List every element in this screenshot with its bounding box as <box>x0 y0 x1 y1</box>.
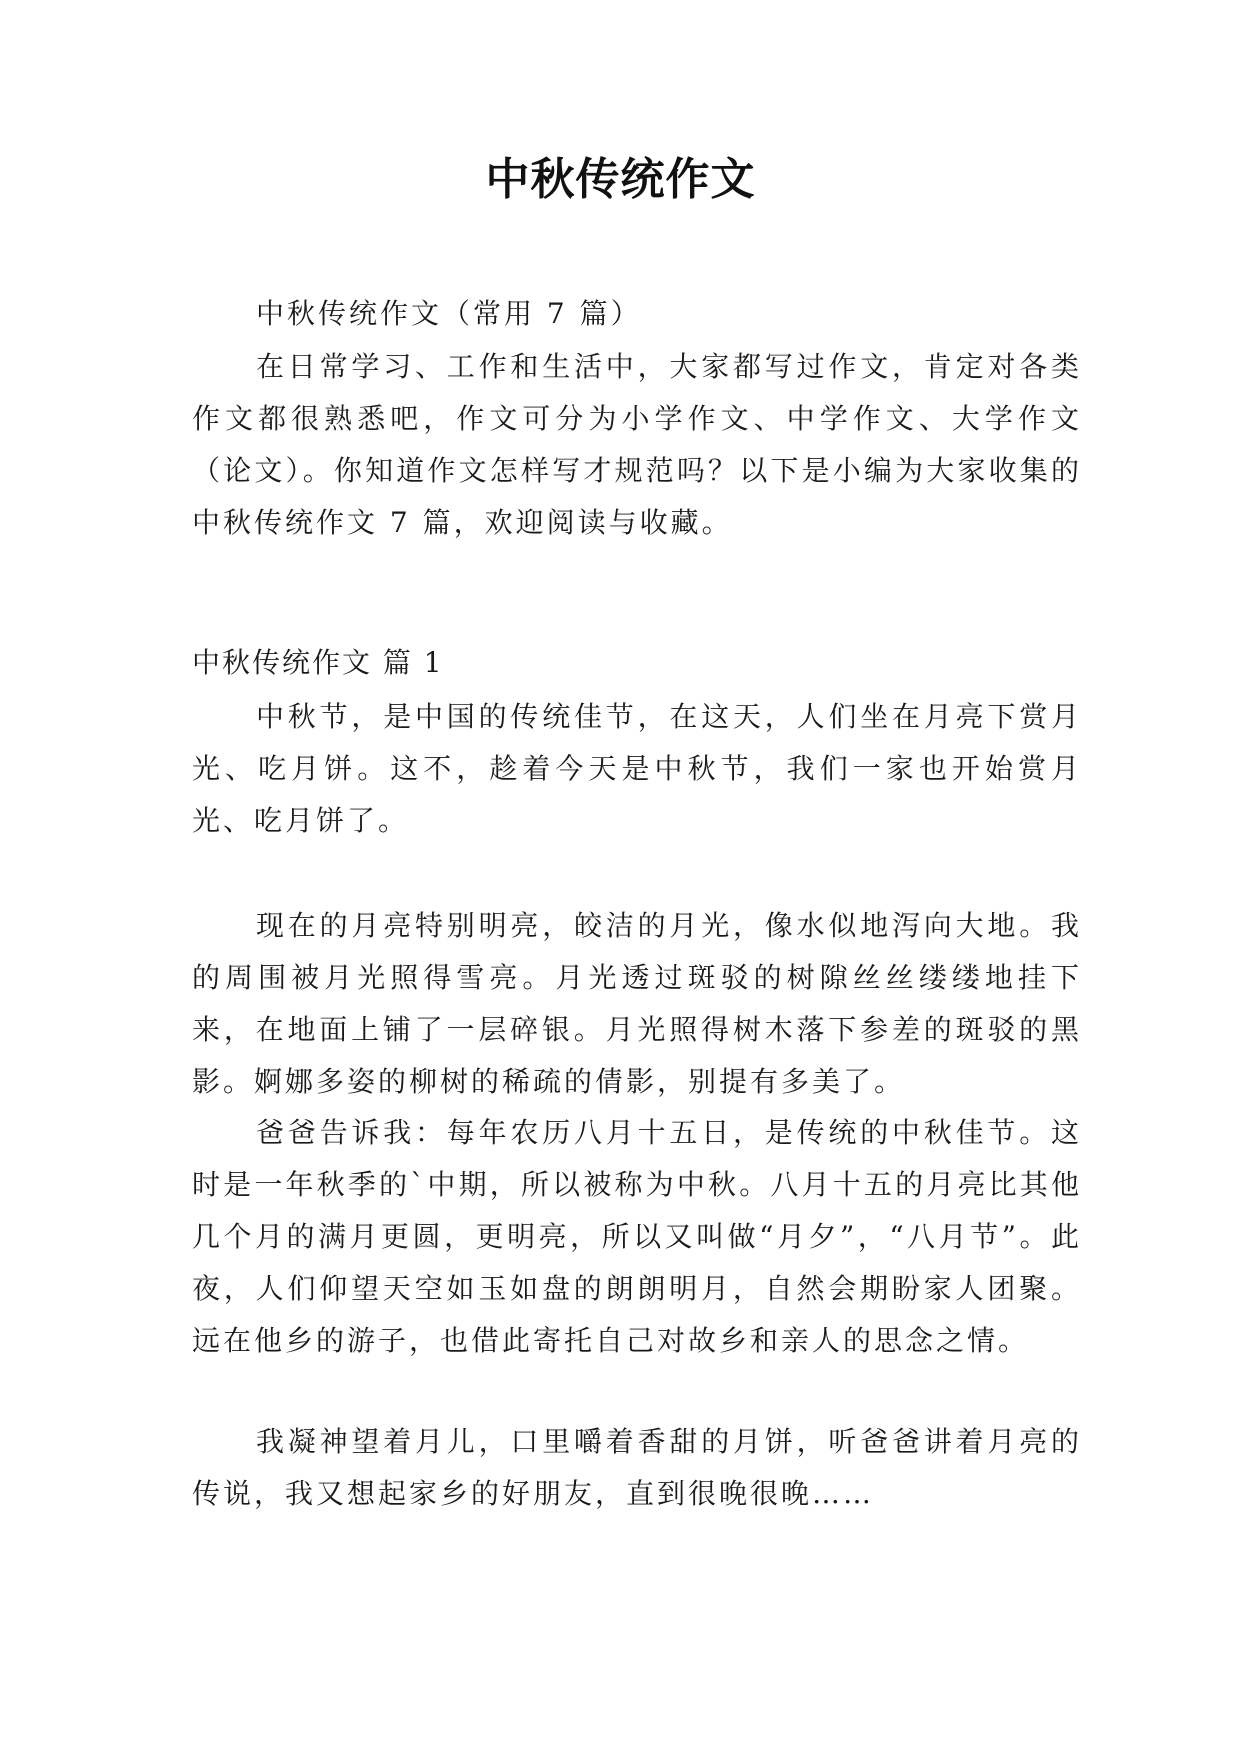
document-title: 中秋传统作文 <box>485 154 756 205</box>
body-paragraph-1: 中秋节，是中国的传统佳节，在这天，人们坐在月亮下赏月光、吃月饼。这不，趁着今天是中秋节，我们一家也开始赏月光、吃月饼了。 <box>192 700 1082 837</box>
body-paragraph-3: 爸爸告诉我：每年农历八月十五日，是传统的中秋佳节。这时是一年秋季的`中期，所以被称为中秋。八月十五的月亮比其他几个月的满月更圆，更明亮，所以又叫做“月夕”，“八月节”。此夜，人们仰望天空如玉如盘的朗朗明月，自然会期盼家人团聚。远在他乡的游子，也借此寄托自己对故乡和亲人的思念之情。 <box>192 1116 1082 1357</box>
body-paragraph-2: 现在的月亮特别明亮，皎洁的月光，像水似地泻向大地。我的周围被月光照得雪亮。月光透过斑驳的树隙丝丝缕缕地挂下来，在地面上铺了一层碎银。月光照得树木落下参差的斑驳的黑影。婀娜多姿的柳树的稀疏的倩影，别提有多美了。 <box>192 909 1082 1098</box>
body-paragraph-4: 我凝神望着月儿，口里嚼着香甜的月饼，听爸爸讲着月亮的传说，我又想起家乡的好朋友，直到很晚很晚…… <box>192 1425 1082 1510</box>
intro-paragraph: 在日常学习、工作和生活中，大家都写过作文，肯定对各类作文都很熟悉吧，作文可分为小学作文、中学作文、大学作文（论文）。你知道作文怎样写才规范吗？以下是小编为大家收集的中秋传统作文 7 篇，欢迎阅读与收藏。 <box>192 350 1082 539</box>
section-title: 中秋传统作文 篇 1 <box>192 646 444 679</box>
document-subtitle: 中秋传统作文（常用 7 篇） <box>256 297 642 330</box>
